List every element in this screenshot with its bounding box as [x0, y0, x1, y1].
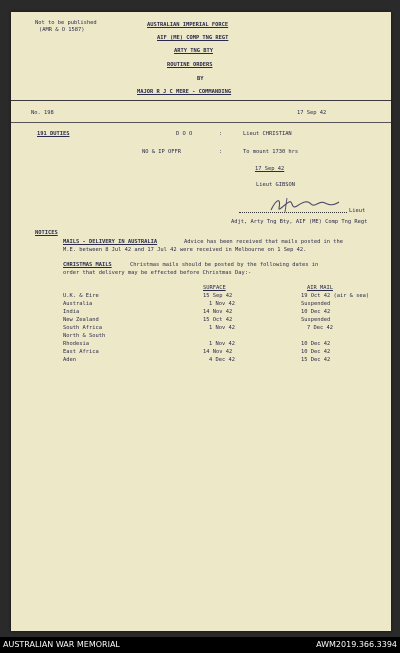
- row-air: 10 Dec 42: [301, 309, 331, 315]
- ord-mount-time: To mount 1730 hrs: [243, 149, 299, 155]
- row-air: 7 Dec 42: [307, 325, 333, 331]
- document-page: [11, 12, 391, 631]
- title-routine-orders: ROUTINE ORDERS: [167, 62, 213, 68]
- xmas-heading: CHRISTMAS MAILS: [63, 262, 112, 268]
- row-dest: New Zealand: [63, 317, 99, 323]
- row-air: 19 Oct 42 (air & sea): [301, 293, 370, 299]
- amr-reference: (AMR & O 1587): [39, 27, 85, 33]
- row-air: 10 Dec 42: [301, 341, 331, 347]
- footer-institution: AUSTRALIAN WAR MEMORIAL: [3, 640, 120, 649]
- col-air-header: AIR MAIL: [307, 285, 333, 291]
- row-dest: Australia: [63, 301, 93, 307]
- signature-line: [239, 212, 347, 213]
- title-battery: ARTY TNG BTY: [174, 48, 213, 54]
- ord-label: NO & IP OFFR: [142, 149, 181, 155]
- xmas-text-2: order that delivery may be effected before Christmas Day:-: [63, 270, 252, 276]
- signature-rank: Lieut: [349, 208, 366, 214]
- row-dest: South Africa: [63, 325, 102, 331]
- row-air: 10 Dec 42: [301, 349, 331, 355]
- notices-heading: NOTICES: [35, 230, 58, 236]
- order-date: 17 Sep 42: [297, 110, 327, 116]
- doo-colon: :: [219, 131, 223, 137]
- title-commander: MAJOR R J C MERE - COMMANDING: [137, 89, 232, 95]
- doo-officer: Lieut CHRISTIAN: [243, 131, 292, 137]
- row-surface: 1 Nov 42: [209, 325, 235, 331]
- row-dest: North & South: [63, 333, 106, 339]
- row-dest: East Africa: [63, 349, 99, 355]
- order-number: No. 198: [31, 110, 54, 116]
- header-rule: [11, 100, 391, 101]
- row-air: Suspended: [301, 317, 331, 323]
- xmas-text-1: Christmas mails should be posted by the following dates in: [130, 262, 319, 268]
- archive-footer: [0, 637, 400, 653]
- row-surface: 4 Dec 42: [209, 357, 235, 363]
- row-dest: U.K. & Eire: [63, 293, 99, 299]
- signature-title: Adjt, Arty Tng Bty, AIF (ME) Comp Tng Regt: [231, 219, 368, 225]
- not-published-note: Not to be published: [35, 20, 97, 26]
- mails-heading: MAILS - DELIVERY IN AUSTRALIA: [63, 239, 158, 245]
- row-surface: 1 Nov 42: [209, 341, 235, 347]
- ord-colon: :: [219, 149, 223, 155]
- title-force: AUSTRALIAN IMPERIAL FORCE: [147, 22, 229, 28]
- row-dest: Rhodesia: [63, 341, 89, 347]
- order-rule: [11, 122, 391, 123]
- row-surface: 1 Nov 42: [209, 301, 235, 307]
- row-surface: 14 Nov 42: [203, 309, 233, 315]
- row-dest: Aden: [63, 357, 76, 363]
- title-by: BY: [197, 76, 204, 82]
- ord-officer: Lieut GIBSON: [256, 182, 295, 188]
- duties-heading: 191 DUTIES: [37, 131, 70, 137]
- row-surface: 14 Nov 42: [203, 349, 233, 355]
- mails-text-1: Advice has been received that mails posted in the: [184, 239, 344, 245]
- row-surface: 15 Sep 42: [203, 293, 233, 299]
- doo-label: D O O: [176, 131, 193, 137]
- footer-accession-number: AWM2019.366.3394: [316, 640, 397, 649]
- title-regiment: AIF (ME) COMP TNG REGT: [157, 35, 229, 41]
- ord-date: 17 Sep 42: [255, 166, 285, 172]
- mails-text-2: M.E. between 8 Jul 42 and 17 Jul 42 were received in Melbourne on 1 Sep 42.: [63, 247, 307, 253]
- row-surface: 15 Oct 42: [203, 317, 233, 323]
- row-air: 15 Dec 42: [301, 357, 331, 363]
- col-surface-header: SURFACE: [203, 285, 226, 291]
- row-dest: India: [63, 309, 80, 315]
- row-air: Suspended: [301, 301, 331, 307]
